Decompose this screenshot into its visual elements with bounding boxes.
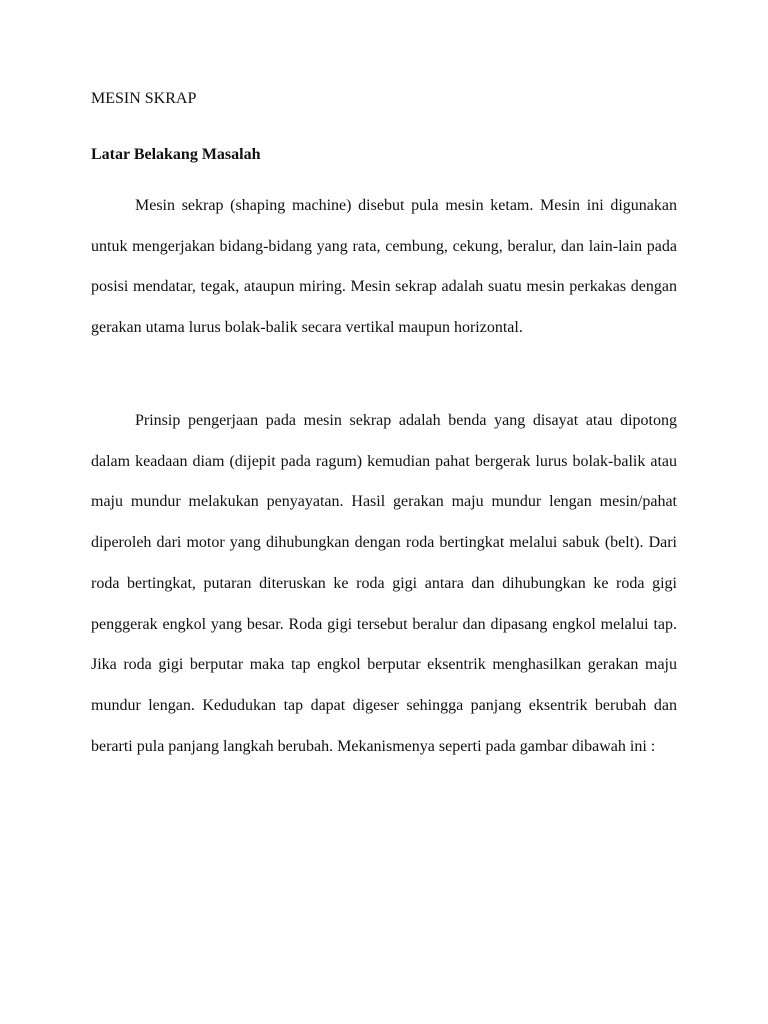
document-title: MESIN SKRAP	[91, 90, 197, 107]
paragraph-2: Prinsip pengerjaan pada mesin sekrap adalah benda yang disayat atau dipotong dalam keadaan diam (dijepit pada ragum) kemudian pahat bergerak lurus bolak-balik atau maju mundur melakukan penyayatan. Hasil gerakan maju mundur lengan mesin/pahat diperoleh dari motor yang dihubungkan dengan roda bertingkat melalui sabuk (belt). Dari roda bertingkat, putaran diteruskan ke roda gigi antara dan dihubungkan ke roda gigi penggerak engkol yang besar. Roda gigi tersebut beralur dan dipasang engkol melalui tap. Jika roda gigi berputar maka tap engkol berputar eksentrik menghasilkan gerakan maju mundur lengan. Kedudukan tap dapat digeser sehingga panjang eksentrik berubah dan berarti pula panjang langkah berubah. Mekanismenya seperti pada gambar dibawah ini :	[91, 412, 677, 755]
section-heading: Latar Belakang Masalah	[91, 146, 261, 163]
paragraph-1: Mesin sekrap (shaping machine) disebut pula mesin ketam. Mesin ini digunakan untuk mengerjakan bidang-bidang yang rata, cembung, cekung, beralur, dan lain-lain pada posisi mendatar, tegak, ataupun miring. Mesin sekrap adalah suatu mesin perkakas dengan gerakan utama lurus bolak-balik secara vertikal maupun horizontal.	[91, 197, 677, 337]
